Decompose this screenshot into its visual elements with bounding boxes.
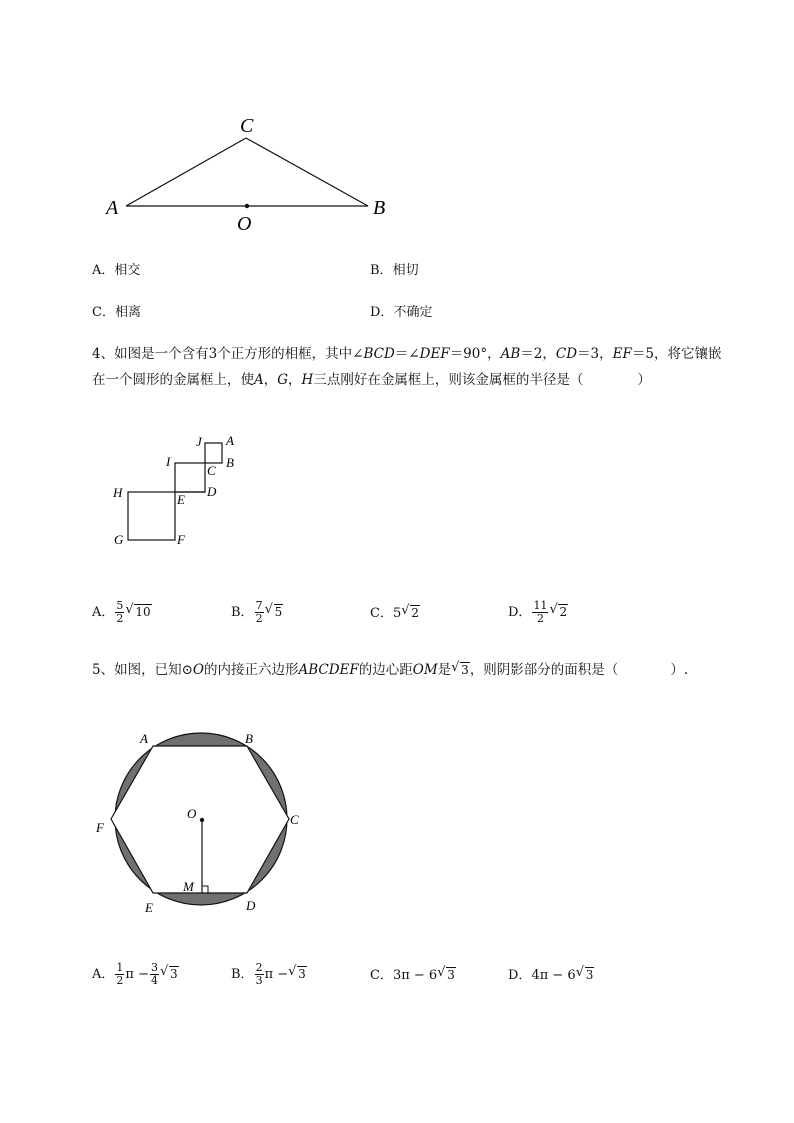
q3-option-c[interactable]: C．相离 <box>92 305 141 320</box>
q4-option-c[interactable]: C．5√ 2 <box>370 604 420 623</box>
q5-option-c[interactable]: C．3π − 6√ 3 <box>370 966 456 985</box>
segment-ac <box>126 138 246 206</box>
label-d: D <box>246 898 256 913</box>
point-o <box>245 204 249 208</box>
label-f: F <box>96 820 104 835</box>
q3-option-b[interactable]: B．相切 <box>370 263 419 278</box>
label-a: A <box>106 197 119 219</box>
square-large <box>128 492 175 540</box>
q3-option-a[interactable]: A．相交 <box>92 263 141 278</box>
figure-hexagon-in-circle <box>88 722 318 922</box>
q4-option-b[interactable]: B． $\frac{7}{2}$ √ 5 <box>231 600 283 625</box>
label-m: M <box>183 879 194 894</box>
square-small <box>205 443 222 463</box>
label-b: B <box>245 731 253 746</box>
segment-cb <box>246 138 368 206</box>
q4-option-d[interactable]: D． $\frac{11}{2}$ √ 2 <box>508 600 568 625</box>
label-e: E <box>145 900 153 915</box>
q3-option-d[interactable]: D．不确定 <box>370 305 433 320</box>
q5-stem: 5、如图，已知⊙O的内接正六边形ABCDEF的边心距OM是√ 3，则阴影部分的面积是（ ）. <box>92 657 688 683</box>
label-c: C <box>207 463 216 478</box>
label-b: B <box>373 197 386 219</box>
q4-stem-line2: 在一个圆形的金属框上，使A，G，H三点刚好在金属框上，则该金属框的半径是（ ） <box>92 372 651 388</box>
label-i: I <box>166 454 171 469</box>
q4-option-a[interactable]: A． $\frac{5}{2}$ √ 10 <box>92 600 152 625</box>
label-e: E <box>177 492 185 507</box>
label-o: O <box>187 806 197 821</box>
label-b: B <box>226 455 234 470</box>
q4-stem-line1: 4、如图是一个含有3个正方形的相框，其中∠BCD＝∠DEF＝90°，AB＝2，CD＝3，EF＝5，将它镶嵌 <box>92 346 722 362</box>
q5-option-b[interactable]: B． $\frac{2}{3}$ π −√ 3 <box>231 962 307 987</box>
q5-option-a[interactable]: A． $\frac{1}{2}$ π − $\frac{3}{4}$ √ 3 <box>92 962 179 987</box>
label-c: C <box>290 812 299 827</box>
label-o: O <box>237 213 252 235</box>
label-g: G <box>114 532 124 547</box>
label-f: F <box>177 532 185 547</box>
point-o <box>200 818 204 822</box>
label-c: C <box>240 115 254 137</box>
figure-squares <box>108 430 248 550</box>
q5-option-d[interactable]: D．4π − 6√ 3 <box>508 966 594 985</box>
label-a: A <box>226 433 234 448</box>
label-a: A <box>140 731 148 746</box>
square-medium <box>175 463 205 492</box>
label-h: H <box>113 485 123 500</box>
figure-triangle <box>100 108 400 238</box>
label-d: D <box>207 484 217 499</box>
label-j: J <box>196 434 202 449</box>
